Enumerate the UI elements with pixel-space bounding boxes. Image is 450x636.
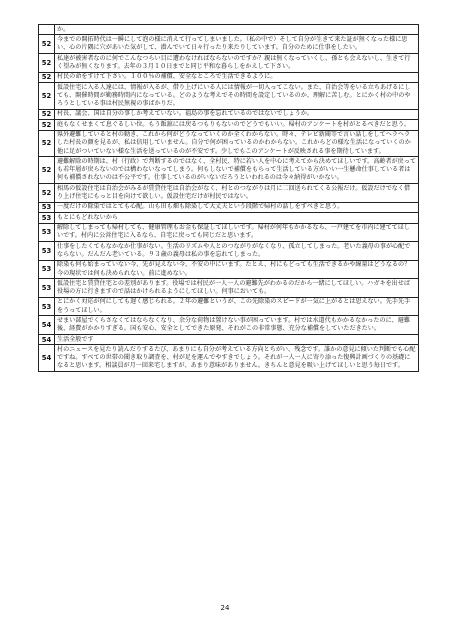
comment-text: 村民の命をすけて下さい。１００％の補償、安全なところで生活できるように。: [55, 72, 419, 82]
comment-text: せまい部屋でくらさなくてはならなくなり、余分な荷物は置けない事が困っています。村では水道代もかかるなかったのに、避難後、経費がかかりすぎる。国も安心、安全としてできた原発、それがこの非常事態、充分な補償をしていただきたい。: [55, 316, 419, 335]
respondent-number: 52: [39, 82, 55, 109]
comment-text: もとにもどれないから: [55, 213, 419, 223]
comment-text: とにかく対応が何にしても遅く感じられる。２年の避難というが、この先除染のスピードが一気に上がるとは思えない。先手先手をうってほしい。: [55, 297, 419, 316]
respondent-number: 52: [39, 72, 55, 82]
comment-text: 仕事をしたくてもなかなか仕事がない。生活のリズムや人とのつながりがなくなり、孤立してしまった。老いた義母の事が心配でならない。だんだん老いている。９３歳の義母は私の事を忘れてしまった。: [55, 242, 419, 261]
respondent-number: 52: [39, 120, 55, 130]
comments-table-body: [39, 25, 419, 372]
comment-text: 私達が被害者なのに何でこんなつらい目に遭わなければならないのですか？親は無くなっていくし、孫とも会えないし、生きて行く望みが無くなります。去年の３月１０日までと同じ平和な暮らしをかえして下さい。: [55, 53, 419, 72]
table-row: [39, 242, 419, 261]
respondent-number: 54: [39, 345, 55, 372]
respondent-number: 52: [39, 184, 55, 203]
table-row: [39, 335, 419, 345]
table-row: [39, 82, 419, 109]
comment-text: 除染も何も始まっていない今、先が見えない今、不安の中にいます。たとえ、村にもどっても生活できるかや線量はどうなるの？今の現状では何も決められない。前に進めない。: [55, 260, 419, 279]
survey-comments-sheet: [38, 24, 419, 372]
comment-text: 一度だけの除染ではとても心配。山も田も畑も除染して大丈夫という段階で帰村の話しをすべきと思う。: [55, 202, 419, 212]
respondent-number: 53: [39, 260, 55, 279]
table-row: [39, 260, 419, 279]
respondent-number: 54: [39, 316, 55, 335]
respondent-number: 53: [39, 213, 55, 223]
respondent-number: 53: [39, 242, 55, 261]
table-row: [39, 72, 419, 82]
comment-text: 県外避難していると村の動き、これから何がどうなっていくのか全くわからない。時々、テレビ新聞等で言い話しをしてヘラヘラした村長の顔を見るが、私は信用していません。自分で何が困っているのかわからない。これからどの様な生活になっていくのか他に足がついていない様な生活を送っているのが不安です。少しでもこのアンケートが反映される事を期待しています。: [55, 130, 419, 157]
table-row: [39, 25, 419, 35]
table-row: [39, 316, 419, 335]
respondent-number: 52: [39, 157, 55, 184]
table-row: [39, 109, 419, 119]
comment-text: 相馬の仮設住宅は自治会がみるが賃貸住宅は自治会がなく、村とのつながりは月に二回送られてくる公報だけ。仮設だけでなく借り上げ住宅にもっと目を向けて欲しい。仮設住宅だけが村民ではない。: [55, 184, 419, 203]
comment-text: 村長、議会、国は自分の事しか考えていない。福島の事を忘れているのではないでしょうか。: [55, 109, 419, 119]
table-row: [39, 345, 419, 372]
comments-table: [38, 24, 419, 372]
respondent-number: 52: [39, 109, 55, 119]
respondent-number: 53: [39, 279, 55, 298]
respondent-number: 53: [39, 297, 55, 316]
respondent-number: 52: [39, 53, 55, 72]
page-number: 24: [220, 604, 230, 612]
table-row: [39, 202, 419, 212]
comment-text: 避難解除の時期は、村（行政）で判断するのではなく、全村民、特に若い人を中心に考えてから決めてほしいです。高齢者が戻っても若年層が戻らないのでは構わないなってしまう。何もしないで補償をもらって生活している方がいい一生懸命仕事している者は何も補償されないのは不公平です。仕事しているのがいないだろうといわれるのは今々納得がいかない。: [55, 157, 419, 184]
comment-text: 庭もなくせまくて息ぐるしい位。もう飯舘には戻るつもりもないのでどうでもいい。帰村のアンケートを村がとるべきだと思う。: [55, 120, 419, 130]
comment-text: 村のニュースを見たり読んだりするたび、あまりにも自分が考えている方向とちがい、残念です。誰かの意見に傾いた判断でも心配ですね。すべての世帯の聞き取り調査を、村が足を運んでやすきでしょう。それが一人一人に寄り添った復興計画づくりの基礎になると思います。相談員が月一回来宅しますが、あまり意味がありません。きちんと意見を吸い上げてほしいと思う毎日です。: [55, 345, 419, 372]
comment-text: 仮設住宅に入る人達には、情報が入るが、借り上げにいる人には情報が一切入ってこない。また、自治会等をいる立ちあげるにしても、開催時間が勤務時間内になっている。どのような考えでその時間を設定しているのか、理解に苦しむ。とにかく村の中のやろうとしている事は村民無視の事ばかりだ。: [55, 82, 419, 109]
table-row: [39, 157, 419, 184]
table-row: [39, 279, 419, 298]
comment-text: 今までの開拓時代は一瞬にして泡の様に消えて行ってしまいました。（私の中で）そして自分が生きて来た証が無くなった様に思い、心の片隅に穴があいた気がして、潜んでいて日々行ったり来たりしています。自分のために仕事をしたい。: [55, 35, 419, 54]
table-row: [39, 184, 419, 203]
respondent-number: 52: [39, 35, 55, 54]
respondent-number: 53: [39, 223, 55, 242]
respondent-number: 54: [39, 335, 55, 345]
respondent-number: 52: [39, 130, 55, 157]
table-row: [39, 223, 419, 242]
table-row: [39, 130, 419, 157]
table-row: [39, 53, 419, 72]
comment-text: か。: [55, 25, 419, 35]
respondent-number: 53: [39, 202, 55, 212]
comment-text: 仮設住宅と賃貸住宅との差別があります。役場では村民が一人一人の避難先がわかるのだから一緒にしてほしい。ハガキを出せば役場の方に行きますので話はかけられるようにしてほしい。何事においても。: [55, 279, 419, 298]
table-row: [39, 35, 419, 54]
comment-text: 生活全般です: [55, 335, 419, 345]
table-row: [39, 213, 419, 223]
respondent-number: [39, 25, 55, 35]
table-row: [39, 297, 419, 316]
table-row: [39, 120, 419, 130]
comment-text: 解除してしまっても帰村しても、健康管理もお金も保証してほしいです。帰村が何年もかかるなら、一戸建てを市内に建ててほしいです。村内に公営住宅に入るなら、自宅に戻っても同じだと思います。: [55, 223, 419, 242]
